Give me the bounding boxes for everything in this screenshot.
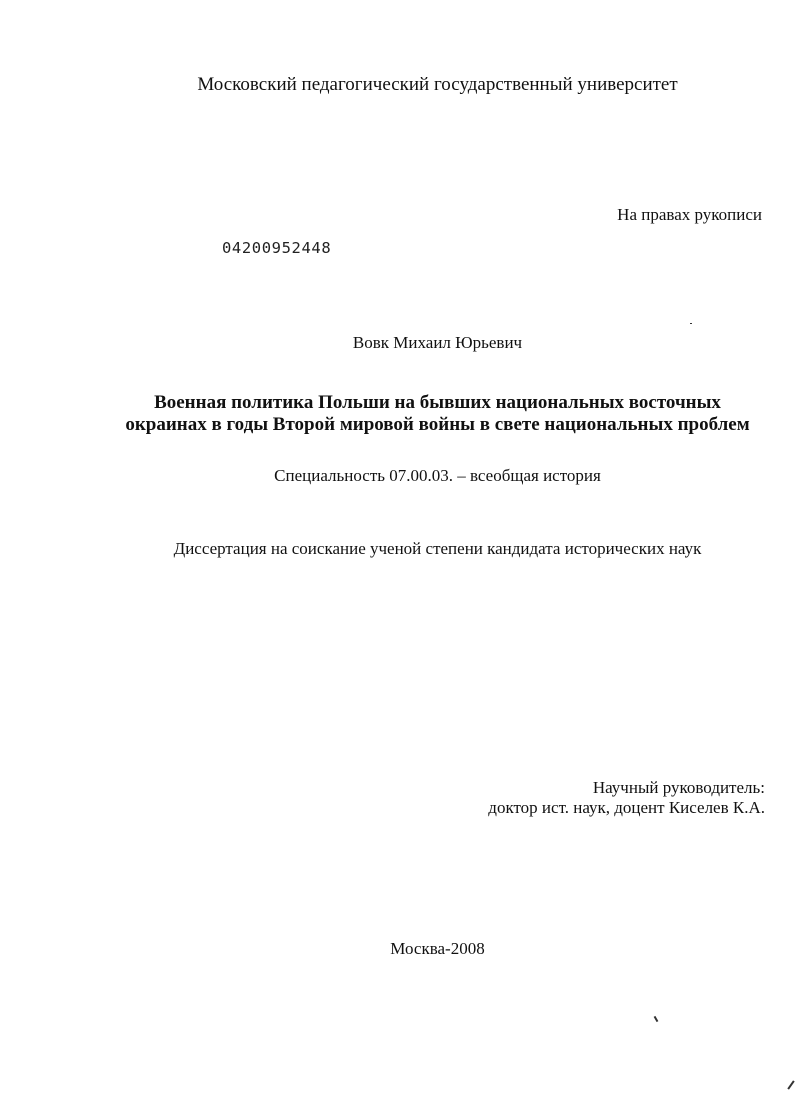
scan-speck	[690, 323, 692, 324]
rights-notice: На правах рукописи	[617, 205, 762, 224]
catalog-code: 04200952448	[222, 239, 332, 257]
university-name: Московский педагогический государственный университет	[197, 74, 678, 95]
degree-statement: Диссертация на соискание ученой степени кандидата исторических наук	[173, 539, 702, 558]
supervisor-label: Научный руководитель:	[592, 778, 765, 797]
thesis-title	[38, 392, 799, 436]
city-year: Москва-2008	[390, 939, 485, 958]
specialty: Специальность 07.00.03. – всеобщая история	[274, 466, 601, 485]
supervisor-block	[488, 778, 765, 818]
supervisor-name: доктор ист. наук, доцент Киселев К.А.	[488, 798, 765, 817]
scan-speck	[654, 1016, 659, 1022]
author-name: Вовк Михаил Юрьевич	[352, 333, 523, 352]
thesis-title-line-2: окраинах в годы Второй мировой войны в свете национальных проблем	[125, 414, 750, 435]
scan-speck	[787, 1080, 794, 1089]
thesis-title-line-1: Военная политика Польши на бывших национальных восточных	[154, 392, 721, 413]
